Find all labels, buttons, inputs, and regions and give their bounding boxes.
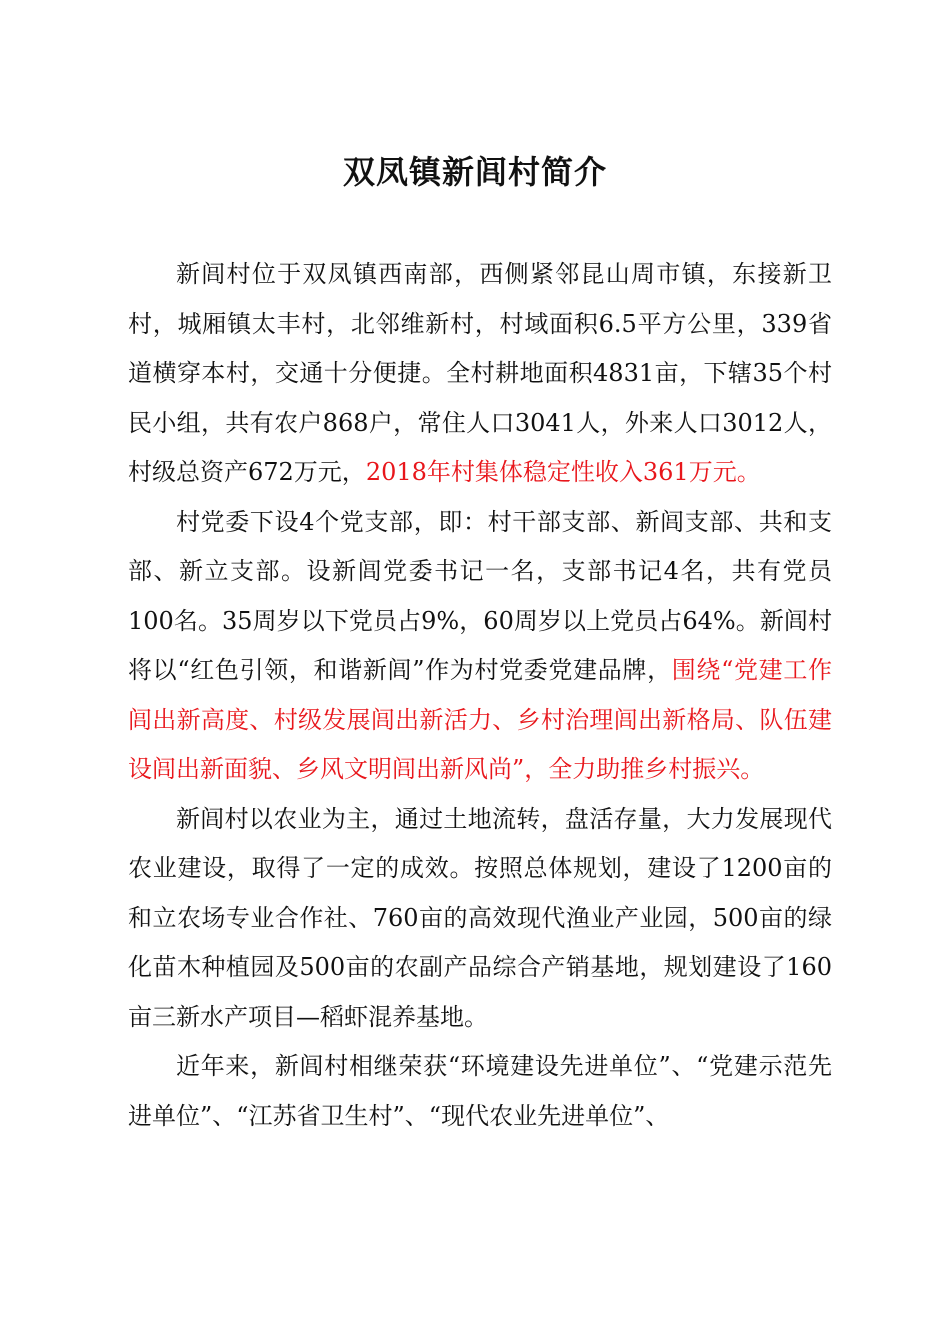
paragraph-text: 村党委下设4个党支部，即：村干部支部、新闾支部、共和支部、新立支部。设新闾党委书记一名，支部书记4名，共有党员100名。35周岁以下党员占9%，60周岁以上党员占64%。新闾村将以“红色引领，和谐新闾”作为村党委党建品牌， bbox=[128, 507, 832, 684]
paragraph-party bbox=[128, 498, 832, 795]
highlighted-text: 围绕“党建工作闾出新高度、村级发展闾出新活力、乡村治理闾出新格局、队伍建设闾出新面貌、乡风文明闾出新风尚”，全力助推乡村振兴。 bbox=[128, 656, 832, 783]
paragraph-text: 新闾村以农业为主，通过土地流转，盘活存量，大力发展现代农业建设，取得了一定的成效。按照总体规划，建设了1200亩的和立农场专业合作社、760亩的高效现代渔业产业园，500亩的绿化苗木种植园及500亩的农副产品综合产销基地，规划建设了160亩三新水产项目—稻虾混养基地。 bbox=[128, 804, 832, 1031]
paragraph-honors bbox=[128, 1042, 832, 1141]
highlighted-text: 2018年村集体稳定性收入361万元。 bbox=[365, 458, 761, 486]
paragraph-text: 新闾村位于双凤镇西南部，西侧紧邻昆山周市镇，东接新卫村，城厢镇太丰村，北邻维新村，村域面积6.5平方公里，339省道横穿本村，交通十分便捷。全村耕地面积4831亩，下辖35个村民小组，共有农户868户，常住人口3041人，外来人口3012人，村级总资产672万元， bbox=[128, 260, 832, 486]
document-body bbox=[128, 250, 832, 1141]
document-title: 双凤镇新闾村简介 bbox=[342, 153, 607, 191]
paragraph-location bbox=[128, 250, 832, 498]
paragraph-text: 近年来，新闾村相继荣获“环境建设先进单位”、“党建示范先进单位”、“江苏省卫生村”、“现代农业先进单位”、 bbox=[128, 1052, 832, 1130]
paragraph-agriculture bbox=[128, 795, 832, 1043]
